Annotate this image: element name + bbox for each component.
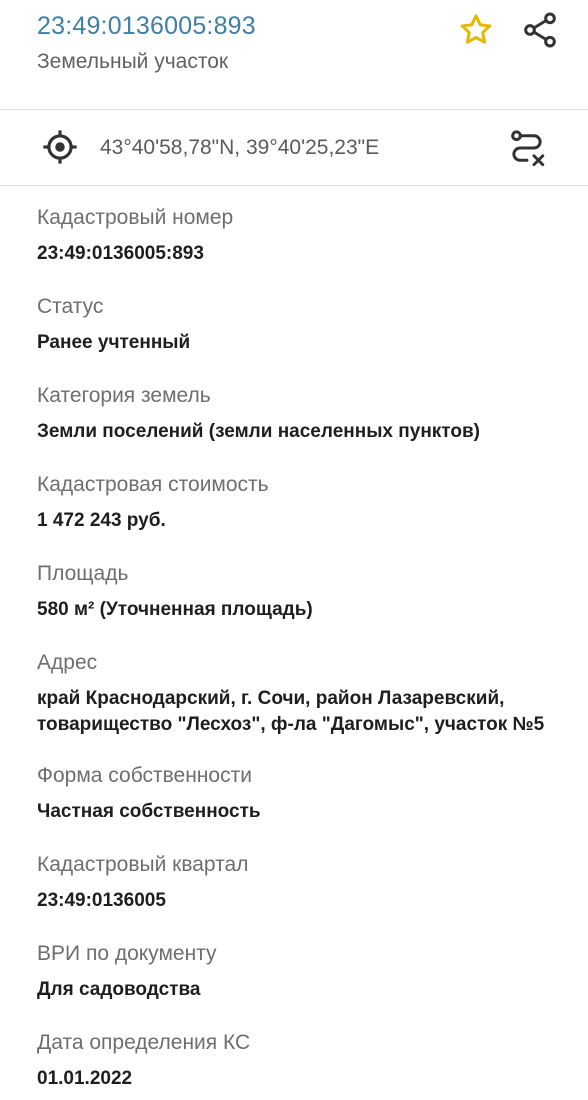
crosshair-icon[interactable] (41, 128, 79, 166)
field-label: Кадастровая стоимость (37, 473, 269, 496)
field-value[interactable]: Земли поселений (земли населенных пунктов) (37, 421, 480, 442)
field-area (37, 542, 588, 631)
field-value[interactable]: Ранее учтенный (37, 332, 191, 353)
field-value[interactable]: 23:49:0136005 (37, 890, 166, 911)
field-value[interactable]: край Краснодарский, г. Сочи, район Лазаревский, товарищество "Лесхоз", ф-ла "Дагомыс", участок №5 (37, 688, 545, 735)
field-value[interactable]: 01.01.2022 (37, 1068, 133, 1089)
field-label: Статус (37, 295, 104, 318)
field-value[interactable]: 1 472 243 руб. (37, 510, 166, 531)
field-cadastral-number (37, 186, 588, 275)
field-label: Площадь (37, 562, 129, 585)
field-ownership (37, 744, 588, 833)
field-label: Форма собственности (37, 764, 252, 787)
field-cadastral-quarter (37, 833, 588, 922)
property-details (0, 186, 588, 1100)
field-land-category (37, 364, 588, 453)
field-value[interactable]: Частная собственность (37, 801, 261, 822)
field-label: Дата определения КС (37, 1031, 251, 1054)
field-address (37, 631, 588, 744)
share-icon[interactable] (520, 10, 560, 50)
field-label: ВРИ по документу (37, 942, 217, 965)
field-cadastral-value (37, 453, 588, 542)
field-label: Кадастровый квартал (37, 853, 249, 876)
field-permitted-use (37, 922, 588, 1011)
field-valuation-date (37, 1011, 588, 1100)
coordinates-bar (0, 110, 588, 186)
route-icon[interactable] (506, 127, 548, 169)
header (0, 0, 588, 110)
object-type: Земельный участок (37, 50, 229, 73)
star-icon[interactable] (458, 12, 494, 48)
field-status (37, 275, 588, 364)
field-value[interactable]: 580 м² (Уточненная площадь) (37, 599, 313, 620)
field-value[interactable]: Для садоводства (37, 979, 201, 1000)
field-value[interactable]: 23:49:0136005:893 (37, 243, 204, 264)
coordinates-text[interactable]: 43°40'58,78"N, 39°40'25,23"E (100, 136, 380, 159)
page-title: 23:49:0136005:893 (37, 12, 256, 40)
field-label: Адрес (37, 651, 98, 674)
field-label: Кадастровый номер (37, 206, 234, 229)
field-label: Категория земель (37, 384, 211, 407)
